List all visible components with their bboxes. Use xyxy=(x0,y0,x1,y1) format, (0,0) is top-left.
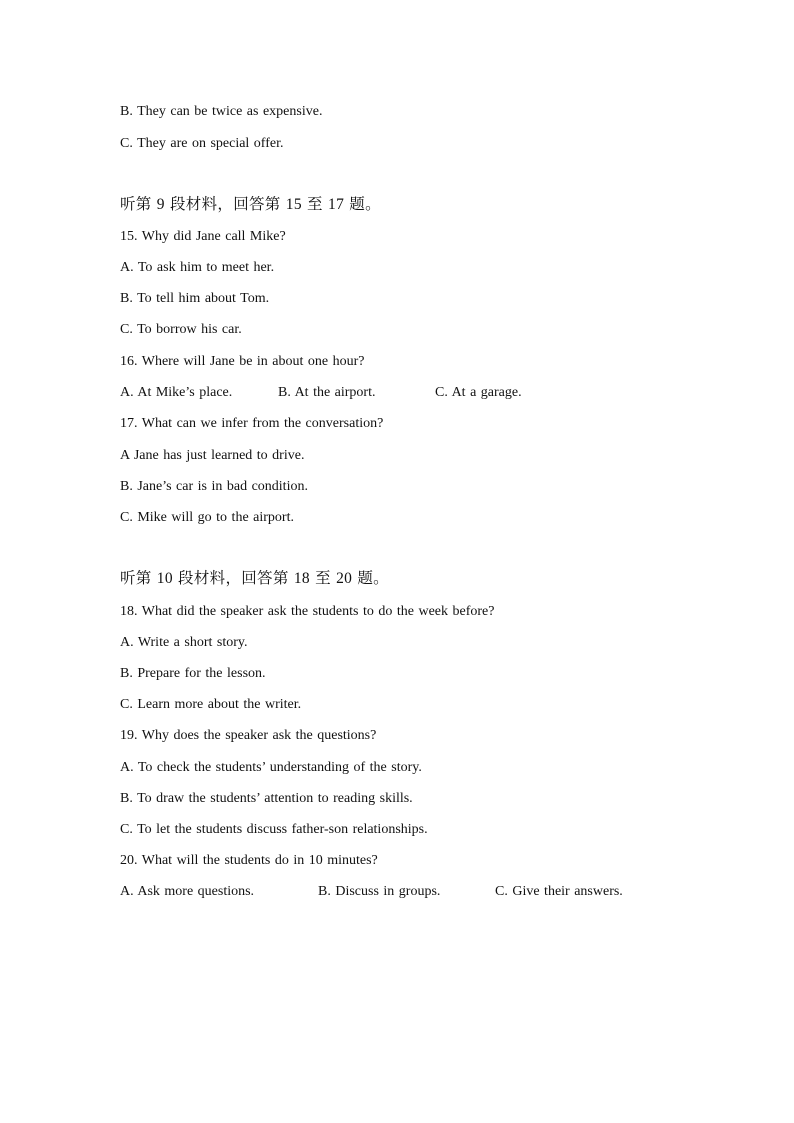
question-19-option-a: A. To check the students’ understanding of the story. xyxy=(120,760,422,775)
question-17-option-a: A Jane has just learned to drive. xyxy=(120,448,305,463)
question-17-option-c: C. Mike will go to the airport. xyxy=(120,510,294,525)
question-19-option-b: B. To draw the students’ attention to reading skills. xyxy=(120,791,413,806)
question-18: 18. What did the speaker ask the students to do the week before? xyxy=(120,604,495,619)
question-16-option-b: B. At the airport. xyxy=(278,385,376,400)
question-17-option-b: B. Jane’s car is in bad condition. xyxy=(120,479,308,494)
question-15-option-b: B. To tell him about Tom. xyxy=(120,291,270,306)
question-16-option-a: A. At Mike’s place. xyxy=(120,385,233,400)
question-20-option-c: C. Give their answers. xyxy=(495,884,623,899)
question-20-option-a: A. Ask more questions. xyxy=(120,884,255,899)
question-19: 19. Why does the speaker ask the questions? xyxy=(120,728,377,743)
question-15: 15. Why did Jane call Mike? xyxy=(120,229,286,244)
question-18-option-a: A. Write a short story. xyxy=(120,635,248,650)
question-16-option-c: C. At a garage. xyxy=(435,385,522,400)
question-15-option-c: C. To borrow his car. xyxy=(120,322,242,337)
section-10-heading: 听第 10 段材料，回答第 18 至 20 题。 xyxy=(120,570,389,587)
question-16: 16. Where will Jane be in about one hour? xyxy=(120,354,365,369)
question-18-option-c: C. Learn more about the writer. xyxy=(120,697,302,712)
question-20: 20. What will the students do in 10 minutes? xyxy=(120,853,378,868)
question-20-option-b: B. Discuss in groups. xyxy=(318,884,441,899)
question-15-option-a: A. To ask him to meet her. xyxy=(120,260,275,275)
option-prev-b: B. They can be twice as expensive. xyxy=(120,104,323,119)
section-9-heading: 听第 9 段材料，回答第 15 至 17 题。 xyxy=(120,196,381,213)
option-prev-c: C. They are on special offer. xyxy=(120,136,284,151)
question-18-option-b: B. Prepare for the lesson. xyxy=(120,666,266,681)
question-17: 17. What can we infer from the conversation? xyxy=(120,416,384,431)
question-19-option-c: C. To let the students discuss father-son relationships. xyxy=(120,822,428,837)
